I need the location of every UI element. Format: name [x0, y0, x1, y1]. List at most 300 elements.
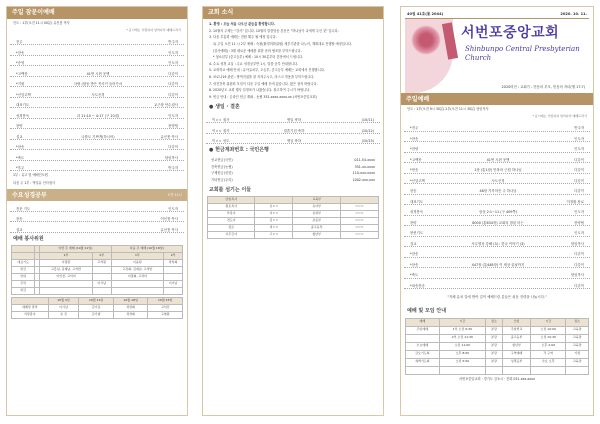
order-leader: 인도자 — [574, 136, 584, 141]
meeting-title: 예배 및 모임 안내 — [407, 308, 447, 315]
left-panel — [6, 6, 188, 416]
issue-number: 40권 41호(통 2044) — [407, 12, 444, 16]
order-row — [10, 201, 184, 212]
order-label: 대표기도 — [410, 199, 424, 204]
table-row — [208, 210, 379, 217]
order-label: *축도 — [16, 155, 25, 160]
table-cell: 가정 — [566, 350, 589, 358]
order-row — [404, 279, 590, 290]
table-cell: 각 구역 — [531, 350, 566, 358]
order-label: *찬송 — [16, 145, 25, 149]
table-cell: ㅇㅇㅇ — [340, 203, 378, 210]
table-cell: 새벽기도회 — [406, 358, 440, 366]
roster-date-cell: 10월 25일 — [148, 298, 183, 305]
table-cell: 주일학교 — [503, 326, 531, 334]
order-content: 사도신경 — [91, 92, 105, 97]
roster-row — [12, 312, 183, 319]
order-leader: 이정환 장로 — [566, 199, 584, 204]
church-footer: 서번포중앙교회 · 경기도 김포시 · 전화 031-xxx-xxxx — [459, 376, 535, 381]
table-cell: 교육관 — [566, 326, 589, 334]
table-cell — [503, 366, 531, 374]
issue-bar — [405, 7, 589, 19]
roster-cell: 고흥님, 김재남, 고석반 — [40, 267, 93, 274]
table-cell — [486, 366, 503, 374]
meeting-head-cell: 시간 — [439, 318, 485, 326]
stand-note: * 표시에는 기립하여 일어나서 예배드리기 — [126, 28, 181, 32]
roster-cell — [92, 274, 111, 281]
order-label: 설교 — [16, 227, 23, 232]
news-item: 2. 10월의 주제는 "감사" 입니다. 10월의 말씀암송 본문은 "하나님이 나에게 주신 것" 입니다. — [209, 28, 339, 33]
roster-cell — [92, 288, 111, 295]
roster-date-cell: 10월 11일 — [79, 298, 114, 305]
table-cell: 본당 — [486, 350, 503, 358]
order-leader: 다같이 — [574, 262, 584, 267]
table-cell: 성경공부 — [503, 358, 531, 366]
staff-head-row — [208, 196, 379, 203]
table-cell: 오전 10:30 — [531, 334, 566, 342]
news-item: 7. 성전건축 위원회 모임이 다음 주일 예배 후에 있습니다. 많은 참석 바랍니다. — [209, 81, 318, 86]
order-label: *파송찬송 — [410, 283, 425, 288]
order-row — [404, 142, 590, 153]
order-leader: 인도자 — [574, 210, 584, 215]
order-label: *신앙고백 — [16, 92, 31, 97]
order-leader: 이신봉 목사 — [160, 217, 178, 221]
order-content: 447장 (통448장) 이 세상 끝날까지 — [471, 262, 525, 267]
meeting-table — [405, 318, 589, 375]
order-row — [206, 113, 380, 124]
order-leader: 교구장 안수집사 — [153, 103, 178, 107]
table-cell: ㅇㅇㅇ — [340, 224, 378, 231]
news-item: 1. 환영 : 오늘 처음 나오신 분들을 환영합니다. — [209, 22, 276, 26]
order-content: 1장 (통1장) 만복의 근원 하나님 — [474, 168, 522, 173]
news-header-title: 교회 소식 — [208, 9, 234, 17]
roster-sub-cell: 2부 — [164, 253, 183, 260]
order-leader: 다같이 — [168, 82, 178, 86]
table-cell: 유치부 — [293, 210, 340, 217]
table-cell — [406, 334, 440, 342]
table-cell: 오후 2:00 — [531, 342, 566, 350]
staff-head-cell: 교육부 — [293, 196, 340, 203]
vision-text: 2020비전 : 교회가 - 믿음의 부모, 믿음의 자녀(행 17:7) — [501, 85, 585, 90]
meeting-head-cell: 시간 — [531, 318, 566, 326]
order-label: *고백찬 — [410, 157, 422, 162]
table-cell: 수요예배 — [406, 342, 440, 350]
roster-cell: 헌금 — [12, 267, 35, 274]
roster-cell: 곽상희 — [164, 260, 183, 267]
order-row — [404, 153, 590, 164]
roster-date-cell: 10월 18일 — [113, 298, 148, 305]
roster-head-cell: 이번 주 예배 (10월 11일) — [40, 246, 111, 253]
order-row — [10, 45, 184, 56]
table-cell — [531, 366, 566, 374]
order-leader: 유신봉 목사 — [160, 227, 178, 232]
roster-cell: 고석원 — [92, 260, 111, 267]
roster-cell — [164, 267, 183, 274]
table-cell: 사무간사 — [208, 231, 255, 238]
order-row — [404, 216, 590, 227]
roster-row — [12, 274, 183, 281]
order-label: 설교 — [16, 134, 23, 139]
roster-cell — [164, 288, 183, 295]
order-leader: 찬양팀 — [574, 220, 584, 225]
table-cell: 이ㅇㅇ — [255, 210, 293, 217]
roster-cell — [40, 281, 93, 288]
roster-cell: 식당봉사 — [12, 312, 49, 319]
table-cell: 주일예배 — [406, 326, 440, 334]
order-label: *찬송 — [410, 262, 419, 267]
roster-row — [12, 260, 183, 267]
order-row — [10, 77, 184, 88]
order-label: 전문 기도 — [16, 206, 31, 211]
meeting-head-cell: 장소 — [486, 318, 503, 326]
account-label: 건축헌금(농협) — [211, 164, 233, 169]
order-row — [404, 268, 590, 279]
roster-cell — [111, 281, 164, 288]
news-item: 9. 헌금 안내 : 온라인 헌금 계좌 - 농협 351-xxxx-xxxx-xx (서번포중앙교회) — [209, 95, 317, 100]
order-leader: (10/12) — [361, 128, 374, 133]
news-item: 8. 2020년도 교회 행사 일정표가 나왔습니다. 참고하여 주시기 바랍니다. — [209, 88, 311, 93]
roster-row — [12, 267, 183, 274]
order-label: *찬송 — [16, 50, 25, 55]
order-label: 설교 — [410, 241, 417, 246]
order-row — [10, 108, 184, 119]
meeting-head-cell: 예배 — [406, 318, 440, 326]
table-cell: 고ㅇㅇ — [255, 231, 293, 238]
roster-cell: 예배당 관리 — [12, 305, 49, 312]
order-content: 사도신경 — [491, 178, 505, 183]
roster-sub-cell — [12, 253, 35, 260]
table-cell: 교육관 — [566, 358, 589, 366]
meeting-head-row — [406, 318, 589, 326]
roster-cell — [164, 274, 183, 281]
table-row — [208, 203, 379, 210]
order-label: 이ㅇㅇ 집사 — [212, 128, 230, 133]
roster-cell: 곽상희 — [113, 312, 148, 319]
roster-cell: 고진희, 김재남, 고석반 — [111, 267, 164, 274]
order-leader: (10/15) — [361, 139, 374, 144]
roster-cell: 헌금 — [12, 288, 35, 295]
account-number: 110-xxx-xxxx — [352, 171, 375, 176]
order-leader: 다같이 — [574, 168, 584, 173]
news-item: 6. 코로나19 관련 : 방역지침을 잘 지켜주시고, 마스크 착용을 부탁드립니다. — [209, 75, 315, 80]
order-label: 대표기도 — [16, 103, 30, 107]
account-item — [203, 163, 383, 170]
news-item: 4. 수요 성경 교실 : 수요 성경공부반 1시, 말씀 공부 안내합니다. — [209, 61, 299, 66]
order-label: 이ㅇㅇ 집사 — [212, 118, 230, 123]
order-row — [10, 66, 184, 77]
order-row — [404, 258, 590, 269]
main-order-of-worship — [401, 121, 593, 289]
table-cell: 수요 오후 — [531, 358, 566, 366]
order-row — [10, 150, 184, 161]
table-row — [208, 217, 379, 224]
order-leader: 다같이 — [574, 252, 584, 257]
order-label: *송영 — [16, 61, 25, 65]
order-row — [10, 98, 184, 109]
church-banner — [405, 19, 589, 93]
roster-sub-cell: 1부 — [40, 253, 93, 260]
order-row — [404, 205, 590, 216]
order-row — [10, 222, 184, 233]
study-header-sub: 오전 11시 — [167, 193, 182, 198]
roster-cell: 이기남 — [92, 281, 111, 288]
order-leader: 인도자 — [168, 113, 178, 118]
table-cell: 초등부 — [293, 217, 340, 224]
roster-cell: 이인선, 고석미 — [40, 274, 93, 281]
order-label: 성경봉독 — [410, 210, 424, 215]
account-number: 351-xx-xxxx — [354, 164, 375, 169]
order-label: 성경봉독 — [16, 113, 30, 118]
table-cell: 오전 5:00 — [439, 358, 485, 366]
table-cell: 부목사 — [208, 210, 255, 217]
table-cell — [406, 366, 440, 374]
roster-cell: 고영원 — [148, 312, 183, 319]
order-label: *찬양 — [410, 147, 419, 152]
account-item — [203, 170, 383, 177]
order-row — [404, 174, 590, 185]
prayer-title: ● 생일 · 결혼 — [209, 103, 240, 110]
order-content: 삼상 2:1~11 (구 409쪽) — [478, 210, 518, 215]
order-leader: 다같이 — [574, 189, 584, 194]
order-label: 찬양 — [16, 124, 23, 128]
order-leader: 인도자 — [168, 206, 178, 211]
study-order — [7, 201, 187, 233]
table-cell: 본당 — [486, 358, 503, 366]
roster-date-cell: 10월 4일 — [48, 298, 79, 305]
study-header-title: 수요성경공부 — [12, 191, 47, 199]
order-leader: 다같이 — [168, 145, 178, 149]
table-cell: 구역예배 — [503, 350, 531, 358]
order-of-worship — [7, 35, 187, 172]
order-leader: 담임목사 — [570, 241, 584, 246]
order-leader: 인도자 — [574, 147, 584, 152]
table-cell: 교육관 — [566, 334, 589, 342]
order-label: 전주 — [16, 40, 23, 44]
order-leader: 다같이 — [574, 283, 584, 288]
roster-cell: 이기남 — [164, 281, 183, 288]
issue-date: 2020. 10. 11. — [560, 12, 587, 16]
closing-quote: "지혜 유치 길에 받아 길이 예배드린 분들은 쉬운 진력을 나눕시다." — [447, 295, 547, 300]
order-leader: 인도자 — [168, 50, 178, 55]
news-item: 5. 교회학교 예배 안내 : 유아유치부, 초등부, 중고등부 예배는 교회에서 진행합니다. — [209, 68, 325, 73]
order-row — [10, 161, 184, 172]
news-item: * 청소년부 (중고등부) 예배 : 10시 30분부터 본당에서 드립니다. — [213, 55, 304, 60]
church-name: 서번포중앙교회 — [461, 25, 560, 42]
order-label: *고백찬 — [16, 71, 28, 76]
roster-row — [12, 281, 183, 288]
table-cell: 오전 10:00 — [531, 326, 566, 334]
roster-row — [12, 305, 183, 312]
meeting-head-cell: 장소 — [566, 318, 589, 326]
order-row — [404, 184, 590, 195]
order-leader: 찬양팀 — [168, 124, 178, 128]
table-cell — [439, 366, 485, 374]
order-leader: 담임목사 — [570, 273, 584, 278]
table-cell: ㅇㅇㅇ — [340, 231, 378, 238]
order-content: 생일 축하 — [286, 139, 302, 144]
order-row — [10, 140, 184, 151]
order-content: 41번 시편 웃맨 — [486, 157, 510, 162]
roster-date-row — [12, 298, 183, 305]
table-row — [406, 334, 589, 342]
worship-header-title: 주일 잠문이예배 — [12, 9, 55, 17]
order-label: *신앙고백 — [410, 178, 425, 183]
account-item — [203, 157, 383, 164]
roster-head-cell: 다음 주 예배 (10월 18일) — [111, 246, 182, 253]
table-row — [406, 350, 589, 358]
order-row — [404, 226, 590, 237]
order-label: 찬양 — [410, 220, 417, 225]
order-leader: 다같이 — [168, 92, 178, 97]
roster-cell: 곽상희 — [113, 305, 148, 312]
table-cell: 1부 오전 9:30 — [439, 326, 485, 334]
order-leader: 인도자 — [168, 61, 178, 65]
account-label: 구제헌금(신한) — [211, 171, 233, 176]
order-leader: (10/11) — [361, 118, 374, 123]
table-cell: 중고등부 — [503, 334, 531, 342]
order-label: *전주 — [410, 126, 419, 131]
order-row — [10, 129, 184, 140]
order-row — [206, 123, 380, 134]
roster-cell: 이윤란 — [111, 260, 164, 267]
table-cell: 2부 오전 11:30 — [439, 334, 485, 342]
order-label: 봉헌기도 — [410, 231, 424, 236]
roster-cell — [111, 288, 164, 295]
roster-cell: 안내 — [12, 274, 35, 281]
worship-header — [7, 7, 187, 19]
table-row — [406, 358, 589, 366]
order-content: 8000 (통634장) 교회의 참된 터는 — [472, 220, 524, 225]
order-label: 이ㅇㅇ 성도 — [212, 139, 230, 144]
staff-head-cell — [340, 196, 378, 203]
order-row — [206, 134, 380, 145]
news-item: (감사예배) : 3월 새로운 예배를 위한 준비 협조를 부탁드립니다. — [213, 48, 302, 53]
right-panel — [400, 6, 594, 416]
roster-sub-cell: 2부 — [92, 253, 111, 260]
table-cell: 유ㅇㅇ — [255, 203, 293, 210]
roster-sub-cell: 1부 — [111, 253, 164, 260]
table-row — [406, 342, 589, 350]
order-label: *기원 — [16, 82, 25, 86]
order-content: 과 11:10 ~ 4:17 (구 10절) — [76, 113, 120, 118]
roster-date-cell — [12, 298, 49, 305]
roster-cell: 유 진 — [48, 312, 79, 319]
order-leader: 반주자 — [574, 126, 584, 131]
order-row — [404, 163, 590, 174]
order-leader: 다같이 — [574, 157, 584, 162]
table-cell: 오후 8:00 — [439, 350, 485, 358]
order-leader: 반주자 — [168, 166, 178, 170]
order-content: 48장 거룩하신 주 하나님 — [479, 189, 517, 194]
order-row — [10, 119, 184, 130]
order-content: 생일 축하 — [286, 118, 302, 123]
order-leader: 인도자 — [574, 231, 584, 236]
table-cell: 장로 — [208, 224, 255, 231]
foot-line-2: 다음 주 1부 : 박설유 인사집사 — [13, 181, 56, 186]
order-leader: 반주자 — [168, 40, 178, 44]
order-row — [10, 35, 184, 46]
account-label: 선교헌금(국민) — [211, 157, 233, 162]
main-worship-title: 주일예배 — [406, 95, 430, 103]
order-row — [10, 212, 184, 223]
worship-meta: 인도 : 1부(오전 11시 00분) 유신봉 목사 — [13, 21, 70, 25]
roster-cell: 김기문 — [79, 305, 114, 312]
news-list — [203, 19, 383, 101]
table-cell: 곽ㅇㅇ — [255, 224, 293, 231]
order-content: 나를도 기쁘게(하시어) — [81, 134, 115, 139]
roster-cell: 이정희, 고석미 — [111, 274, 164, 281]
order-label: *찬송 — [410, 252, 419, 257]
main-worship-header — [401, 93, 593, 105]
table-row — [406, 326, 589, 334]
order-leader: 담임목사 — [164, 155, 178, 160]
foot-line-1: 1부 : 유고 및 예배인도원 — [13, 173, 48, 178]
account-number: 1002-xxx-xxx — [352, 178, 375, 183]
table-cell: 교육관 — [566, 342, 589, 350]
order-label: *축도 — [410, 273, 419, 278]
table-cell: 원로목사 — [208, 203, 255, 210]
news-item: 3. 다음 부흥회 예배는 전원 해주 될 예정 입니다. — [209, 35, 277, 40]
table-row — [208, 224, 379, 231]
account-list — [203, 157, 383, 184]
roster-cell — [40, 288, 93, 295]
order-label: *찬송 — [410, 136, 419, 141]
order-label: 찬송 — [410, 189, 417, 194]
staff-head-cell: 담임목사 — [208, 196, 255, 203]
order-row — [404, 247, 590, 258]
news-header — [203, 7, 383, 19]
order-content: 41번 시편 웃맨 — [86, 71, 110, 76]
main-worship-meta: 인도 : 1부(오전 9시 30분) 2부(오전 11시 30분) 담임목사 — [407, 107, 489, 112]
table-cell: 본당 — [486, 334, 503, 342]
roster-cell: 이정환 — [40, 260, 93, 267]
table-cell: 청년부 — [293, 231, 340, 238]
table-row — [406, 366, 589, 374]
table-cell: 전도사 — [208, 217, 255, 224]
order-leader: 다같이 — [574, 178, 584, 183]
roster-sub-row — [12, 253, 183, 260]
order-content: 사랑 (합동 받은 목사가 들어가서 — [73, 82, 123, 86]
order-label: *후주 — [16, 166, 25, 170]
table-cell: 본당 — [486, 326, 503, 334]
order-leader: 유신봉 목사 — [160, 134, 178, 139]
news-item: 1) 주일 오전 11 시 2부 예배 : 숙원(환경미화위원) 세부기관을 나누어, 계획대로 진행할 예정입니다. — [213, 41, 352, 46]
order-leader: 다같이 — [168, 71, 178, 76]
table-cell: ㅇㅇㅇ — [340, 210, 378, 217]
table-row — [208, 231, 379, 238]
order-row — [404, 132, 590, 143]
staff-title: 교회를 섬기는 이들 — [209, 186, 252, 193]
order-row — [10, 56, 184, 67]
order-row — [404, 121, 590, 132]
roster-head-cell — [12, 246, 35, 253]
account-title: ● 헌금계좌번호 : 국민은행 — [209, 147, 269, 154]
order-label: 찬송 — [16, 217, 23, 221]
roster-cell: 고석진 — [148, 305, 183, 312]
table-cell: 청년부 — [503, 342, 531, 350]
order-label: *헌송 — [410, 168, 419, 173]
order-row — [10, 87, 184, 98]
prayer-list — [203, 113, 383, 145]
order-row — [404, 237, 590, 248]
table-cell: 김ㅇㅇ — [255, 217, 293, 224]
table-cell: 오전 11:00 — [439, 342, 485, 350]
meeting-head-cell: 모임 — [503, 318, 531, 326]
roster-cell: 주차 — [12, 281, 35, 288]
roster-table — [11, 245, 183, 295]
roster-head-row — [12, 246, 183, 253]
table-cell: 금요기도회 — [406, 350, 440, 358]
